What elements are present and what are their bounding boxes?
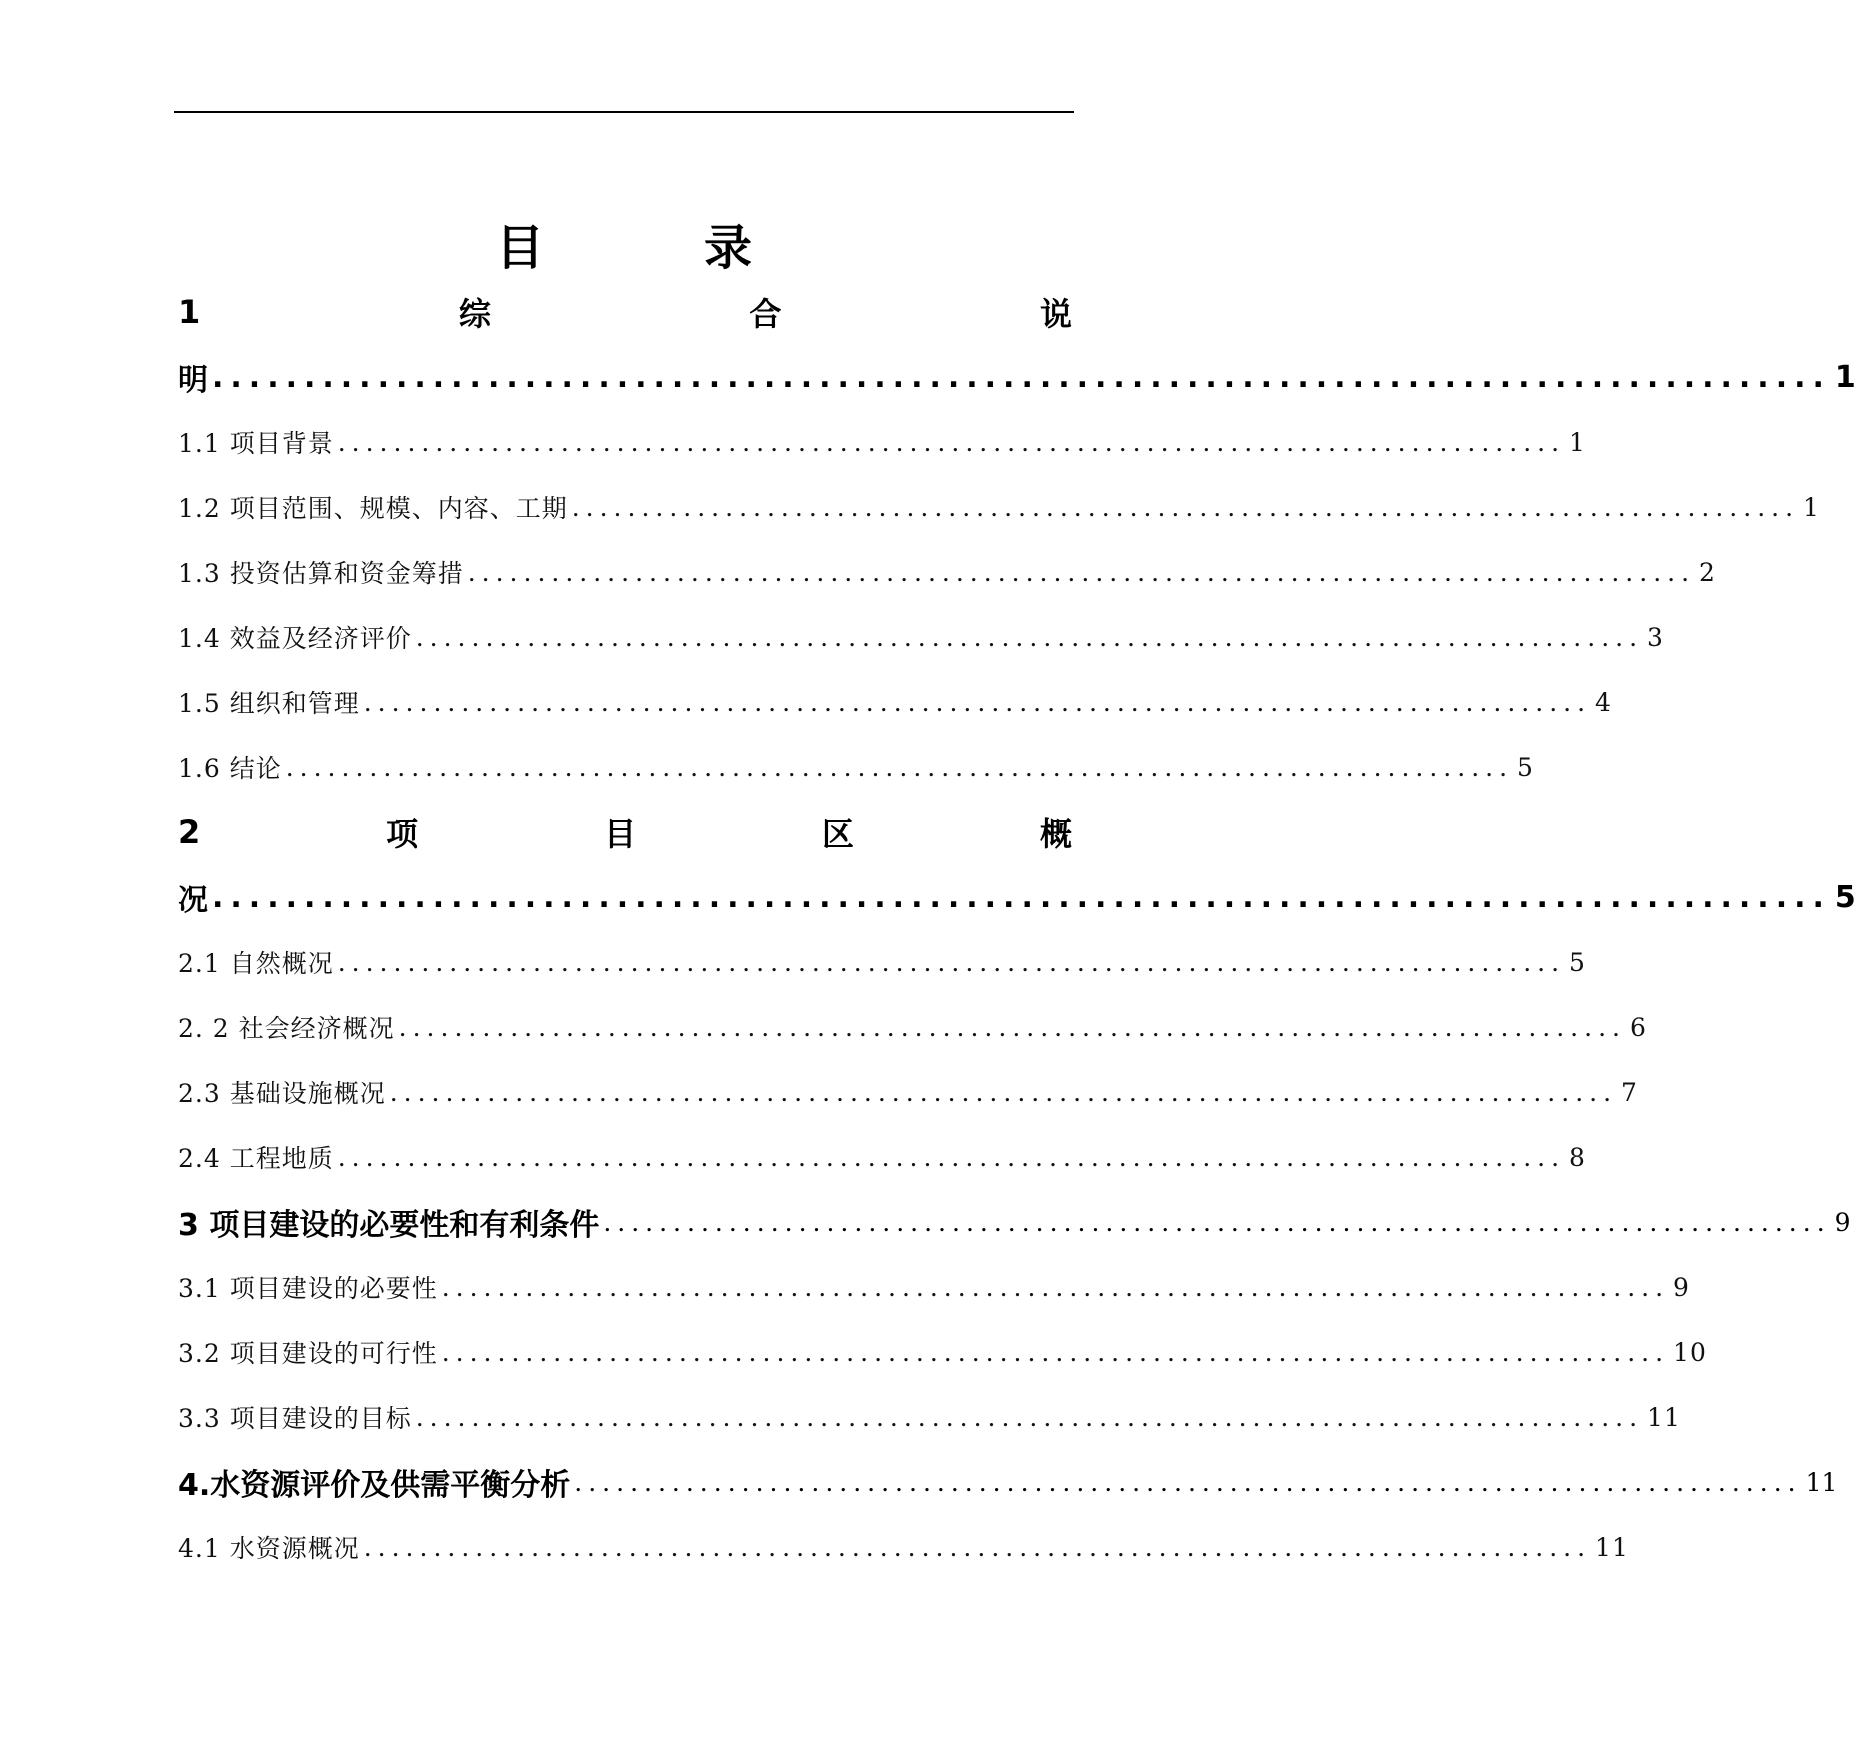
dot-leader: ........................................................................................ <box>467 557 1696 587</box>
toc-entry-page: 6 <box>1629 1012 1647 1042</box>
dot-leader: ........................................................................................ <box>212 359 1831 395</box>
toc-section-2-word: 项 <box>386 815 419 853</box>
dot-leader: ........................................................................................ <box>389 1077 1618 1107</box>
toc-entry-label: 4.1 水资源概况 <box>178 1534 360 1563</box>
dot-leader: ........................................................................................ <box>415 1402 1644 1432</box>
toc-entry-page: 11 <box>1805 1467 1838 1497</box>
toc-entry[interactable] <box>178 487 1820 527</box>
toc-entry[interactable] <box>178 1137 1586 1177</box>
toc-entry-page: 10 <box>1673 1337 1707 1367</box>
toc-section-2-word: 目 <box>604 815 637 853</box>
toc-section-1-word: 合 <box>749 295 782 333</box>
toc-entry-page: 5 <box>1569 947 1586 977</box>
dot-leader: ........................................................................................ <box>441 1337 1670 1367</box>
toc-section-2-word: 2 <box>178 813 201 851</box>
toc-entry-label: 4.水资源评价及供需平衡分析 <box>178 1468 571 1503</box>
toc-entry-page: 4 <box>1595 687 1612 717</box>
toc-entry-label: 1.3 投资估算和资金筹措 <box>178 559 464 588</box>
toc-entry[interactable] <box>178 1462 1838 1503</box>
toc-entry-label: 3 项目建设的必要性和有利条件 <box>178 1208 600 1243</box>
toc-entry[interactable] <box>178 1397 1681 1437</box>
dot-leader: ........................................................................................ <box>363 1532 1592 1562</box>
toc-entry-page: 5 <box>1517 752 1534 782</box>
toc-section-1-word: 说 <box>1039 295 1072 333</box>
dot-leader: ........................................................................................ <box>363 687 1592 717</box>
toc-section-2-word: 概 <box>1039 815 1072 853</box>
toc-title-char-2: 录 <box>704 220 753 276</box>
dot-leader: ........................................................................................ <box>415 622 1644 652</box>
toc-entry-page: 5 <box>1834 879 1856 915</box>
toc-entry[interactable] <box>178 552 1716 592</box>
toc-entry[interactable] <box>178 422 1586 462</box>
toc-entry-page: 9 <box>1673 1272 1690 1302</box>
dot-leader: ........................................................................................ <box>398 1012 1626 1042</box>
dot-leader: ........................................................................................ <box>337 947 1566 977</box>
dot-leader: ........................................................................................ <box>574 1467 1802 1497</box>
toc-entry-page: 1 <box>1803 492 1820 522</box>
toc-title <box>174 218 1074 278</box>
toc-section-1-word: 1 <box>178 293 201 331</box>
toc-entry-label: 1.6 结论 <box>178 754 282 783</box>
toc-entry-label: 1.1 项目背景 <box>178 429 334 458</box>
toc-entry-label: 2.1 自然概况 <box>178 949 334 978</box>
toc-entry-label: 1.5 组织和管理 <box>178 689 360 718</box>
toc-entry[interactable] <box>178 1332 1707 1372</box>
toc-section-2-heading[interactable] <box>178 812 1072 852</box>
toc-section-2-word: 区 <box>822 815 855 853</box>
toc-entry-page: 1 <box>1569 427 1586 457</box>
header-rule <box>174 111 1074 113</box>
toc-entry-label: 明 <box>178 363 208 398</box>
toc-entry-page: 9 <box>1834 1207 1851 1237</box>
toc-entry[interactable] <box>178 1267 1690 1307</box>
toc-entry-label: 2. 2 社会经济概况 <box>178 1014 395 1043</box>
toc-entry-page: 11 <box>1595 1532 1629 1562</box>
toc-entry-page: 8 <box>1569 1142 1586 1172</box>
toc-entry-page: 7 <box>1621 1077 1638 1107</box>
toc-entry[interactable] <box>178 1072 1638 1112</box>
toc-entry-label: 1.2 项目范围、规模、内容、工期 <box>178 494 568 523</box>
toc-section-1-continuation[interactable] <box>178 357 1856 398</box>
toc-entry[interactable] <box>178 1202 1851 1243</box>
toc-entry-page: 2 <box>1699 557 1716 587</box>
toc-entry-label: 2.4 工程地质 <box>178 1144 334 1173</box>
toc-entry-label: 3.2 项目建设的可行性 <box>178 1339 438 1368</box>
toc-entry[interactable] <box>178 942 1586 982</box>
toc-entry-label: 3.1 项目建设的必要性 <box>178 1274 438 1303</box>
dot-leader: ........................................................................................ <box>603 1207 1831 1237</box>
toc-title-char-1: 目 <box>495 220 544 276</box>
toc-section-2-continuation[interactable] <box>178 877 1856 918</box>
toc-entry[interactable] <box>178 617 1664 657</box>
toc-section-1-heading[interactable] <box>178 292 1072 332</box>
toc-entry[interactable] <box>178 747 1534 787</box>
toc-entry-label: 2.3 基础设施概况 <box>178 1079 386 1108</box>
dot-leader: ........................................................................................ <box>337 1142 1566 1172</box>
dot-leader: ........................................................................................ <box>337 427 1566 457</box>
dot-leader: ........................................................................................ <box>571 492 1800 522</box>
dot-leader: ........................................................................................ <box>285 752 1514 782</box>
dot-leader: ........................................................................................ <box>212 879 1831 915</box>
toc-entry-label: 1.4 效益及经济评价 <box>178 624 412 653</box>
toc-entry[interactable] <box>178 682 1612 722</box>
toc-entry[interactable] <box>178 1527 1629 1567</box>
toc-entry-page: 11 <box>1647 1402 1681 1432</box>
toc-entry-label: 3.3 项目建设的目标 <box>178 1404 412 1433</box>
dot-leader: ........................................................................................ <box>441 1272 1670 1302</box>
toc-entry-page: 3 <box>1647 622 1664 652</box>
toc-entry-page: 1 <box>1834 359 1856 395</box>
toc-entry-label: 况 <box>178 883 208 918</box>
toc-entry[interactable] <box>178 1007 1647 1047</box>
toc-section-1-word: 综 <box>458 295 491 333</box>
